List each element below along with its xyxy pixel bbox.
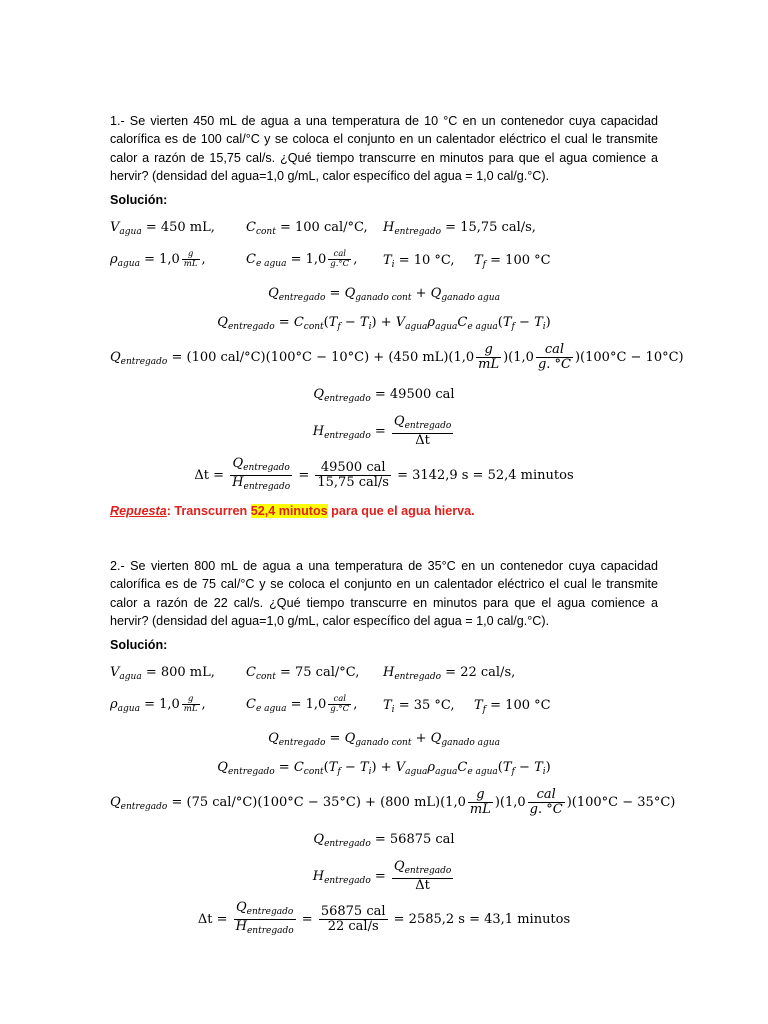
p1-specific-heat: $C_{e agua} = 1,0$ $\frac{\text{cal}}{g.^\circ C}$ , <box>246 249 358 269</box>
p1-answer: Repuesta: Transcurren 52,4 minutos para que el agua hierva. <box>110 504 475 518</box>
answer-highlight: 52,4 minutos <box>250 504 328 518</box>
problem-1-solution-label: Solución: <box>110 193 168 207</box>
p1-energy-result: $Q_{entregado} = 49500$ cal <box>313 387 455 404</box>
p2-density: $\rho_{agua} = 1,0$ $\frac{g}{mL}$ , <box>110 694 206 714</box>
problem-2-solution-label: Solución: <box>110 638 168 652</box>
p1-final-temp: $T_f = 100$ °C <box>474 253 551 270</box>
p1-energy-formula: $Q_{entregado} = C_{cont}(T_f - T_i) + V_{agua}\rho_{agua}C_{e agua}(T_f - T_i)$ <box>217 315 551 332</box>
p2-energy-result: $Q_{entregado} = 56875$ cal <box>313 832 455 849</box>
p2-heat-rate-definition: $H_{entregado}$ = $\frac{Q_{entregado}}{\Delta t}$ <box>312 859 452 893</box>
problem-2-statement: 2.- Se vierten 800 mL de agua a una temperatura de 35°C en un contenedor cuya capacidad calorífica es de 75 cal/°C y se coloca el conjunto en un calentador eléctrico el cual le transmite calor a razón de 22 cal/s. ¿Qué tiempo transcurre en minutos para que el agua comience a hervir? (densidad del agua=1,0 g/mL, calor específico del agua = 1,0 cal/g.°C). <box>110 559 658 628</box>
p1-density: $\rho_{agua} = 1,0$ $\frac{g}{mL}$ , <box>110 249 206 269</box>
p2-specific-heat: $C_{e agua} = 1,0$ $\frac{\text{cal}}{g.^\circ C}$ , <box>246 694 358 714</box>
p1-energy-numeric: $Q_{entregado} = (100$ cal/°C)(100°C − 10°C) + (450 mL)(1,0 $\frac{g}{mL}$ )(1,0 $\frac{\text{cal}}{g. ^\circ C}$ )(100°C − 10°C) <box>110 342 684 372</box>
p2-time-result: Δt = $\frac{Q_{entregado}}{H_{entregado}}$ = $\frac{\text{56875 cal}}{\text{22 cal/s}}$ = 2585,2 s = 43,1 minutos <box>197 900 571 936</box>
p1-time-result: Δt = $\frac{Q_{entregado}}{H_{entregado}}$ = $\frac{\text{49500 cal}}{\text{15,75 cal/s}}$ = 3142,9 s = 52,4 minutos <box>194 456 574 492</box>
p2-energy-balance: $Q_{entregado} = Q_{ganado cont} + Q_{ganado agua}$ <box>268 731 500 748</box>
p2-energy-numeric: $Q_{entregado} = (75$ cal/°C)(100°C − 35°C) + (800 mL)(1,0 $\frac{g}{mL}$ )(1,0 $\frac{\text{cal}}{g. ^\circ C}$ )(100°C − 35°C) <box>110 787 676 817</box>
problem-1-statement: 1.- Se vierten 450 mL de agua a una temperatura de 10 °C en un contenedor cuya capacidad calorífica es de 100 cal/°C y se coloca el conjunto en un calentador eléctrico el cual le transmite calor a razón de 15,75 cal/s. ¿Qué tiempo transcurre en minutos para que el agua comience a hervir? (densidad del agua=1,0 g/mL, calor específico del agua = 1,0 cal/g.°C). <box>110 114 658 183</box>
p1-initial-temp: $T_i = 10$ °C, <box>383 253 455 270</box>
p2-final-temp: $T_f = 100$ °C <box>474 698 551 715</box>
p1-capacity: $C_{cont} = 100$ cal/°C, <box>246 220 368 237</box>
p2-initial-temp: $T_i = 35$ °C, <box>383 698 455 715</box>
p2-volume: $V_{agua} = 800$ mL, <box>110 665 215 682</box>
p1-volume: $V_{agua} = 450$ mL, <box>110 220 215 237</box>
p2-heat-rate: $H_{entregado} = 22$ cal/s, <box>383 665 516 682</box>
p2-capacity: $C_{cont} = 75$ cal/°C, <box>246 665 360 682</box>
p1-heat-rate-definition: $H_{entregado}$ = $\frac{Q_{entregado}}{\Delta t}$ <box>312 414 452 448</box>
p1-heat-rate: $H_{entregado} = 15,75$ cal/s, <box>383 220 536 237</box>
p1-energy-balance: $Q_{entregado} = Q_{ganado cont} + Q_{ganado agua}$ <box>268 286 500 303</box>
p2-energy-formula: $Q_{entregado} = C_{cont}(T_f - T_i) + V_{agua}\rho_{agua}C_{e agua}(T_f - T_i)$ <box>217 760 551 777</box>
